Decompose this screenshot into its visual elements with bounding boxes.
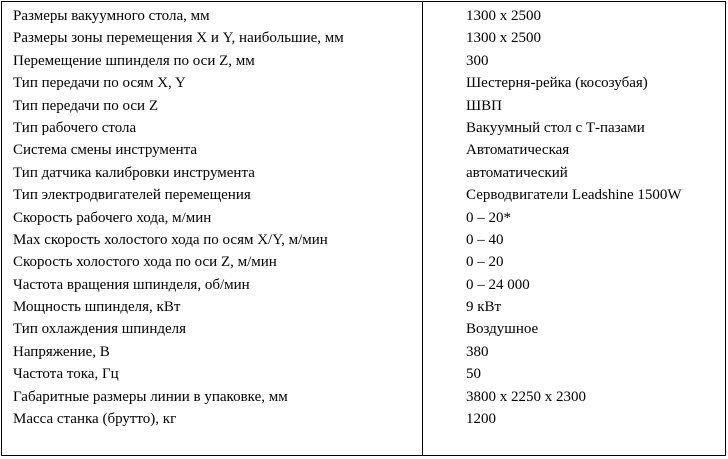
- parameter-name: Тип рабочего стола: [13, 119, 137, 136]
- parameter-name: Скорость холостого хода по оси Z, м/мин: [13, 254, 277, 271]
- parameter-value: ШВП: [466, 97, 502, 114]
- table-row: [2, 139, 725, 161]
- parameter-name: Частота вращения шпинделя, об/мин: [13, 276, 250, 293]
- table-row: [2, 5, 725, 27]
- table-row: [2, 95, 725, 117]
- parameter-name: Тип передачи по оси Z: [13, 97, 158, 114]
- parameter-value: Воздушное: [466, 321, 539, 338]
- table-row: [2, 207, 725, 229]
- spec-rows: [2, 5, 725, 430]
- table-row: [2, 229, 725, 251]
- parameter-value: 0 – 24 000: [466, 276, 530, 293]
- parameter-value: 3800 x 2250 x 2300: [466, 388, 586, 405]
- table-row: [2, 363, 725, 385]
- parameter-name: Частота тока, Гц: [13, 366, 119, 383]
- parameter-name: Масса станка (брутто), кг: [13, 411, 177, 428]
- parameter-name: Габаритные размеры линии в упаковке, мм: [13, 388, 288, 405]
- parameter-name: Тип охлаждения шпинделя: [13, 321, 187, 338]
- parameter-value: Шестерня-рейка (косозубая): [466, 75, 648, 92]
- parameter-value: автоматический: [466, 164, 568, 181]
- parameter-name: Размеры зоны перемещения X и Y, наибольшие, мм: [13, 30, 344, 47]
- parameter-value: 380: [466, 343, 489, 360]
- parameter-value: 0 – 20*: [466, 209, 511, 226]
- table-row: [2, 408, 725, 430]
- parameter-value: 1300 x 2500: [466, 8, 541, 24]
- table-row: [2, 162, 725, 184]
- parameter-value: 50: [466, 366, 481, 383]
- parameter-name: Max скорость холостого хода по осям X/Y, м/мин: [13, 231, 328, 248]
- parameter-value: Автоматическая: [466, 142, 570, 159]
- table-row: [2, 318, 725, 340]
- table-row: [2, 296, 725, 318]
- table-row: [2, 274, 725, 296]
- parameter-name: Напряжение, В: [13, 343, 110, 360]
- parameter-name: Скорость рабочего хода, м/мин: [13, 209, 212, 226]
- parameter-name: Тип электродвигателей перемещения: [13, 187, 251, 204]
- table-row: [2, 50, 725, 72]
- parameter-name: Система смены инструмента: [13, 142, 197, 159]
- table-row: [2, 251, 725, 273]
- table-row: [2, 72, 725, 94]
- parameter-value: 9 кВт: [466, 299, 502, 316]
- parameter-value: 1200: [466, 411, 496, 428]
- spec-table: [1, 1, 726, 456]
- table-row: [2, 27, 725, 49]
- parameter-value: Вакуумный стол с Т-пазами: [466, 119, 645, 136]
- parameter-name: Тип датчика калибровки инструмента: [13, 164, 255, 181]
- parameter-name: Перемещение шпинделя по оси Z, мм: [13, 52, 255, 69]
- table-row: [2, 386, 725, 408]
- parameter-value: 0 – 20: [466, 254, 504, 271]
- parameter-name: Размеры вакуумного стола, мм: [13, 8, 210, 24]
- table-row: [2, 117, 725, 139]
- parameter-value: 300: [466, 52, 489, 69]
- parameter-value: 1300 x 2500: [466, 30, 541, 47]
- table-row: [2, 184, 725, 206]
- parameter-value: 0 – 40: [466, 231, 504, 248]
- parameter-name: Тип передачи по осям X, Y: [13, 75, 186, 92]
- table-row: [2, 341, 725, 363]
- parameter-name: Мощность шпинделя, кВт: [13, 299, 181, 316]
- parameter-value: Серводвигатели Leadshine 1500W: [466, 187, 682, 204]
